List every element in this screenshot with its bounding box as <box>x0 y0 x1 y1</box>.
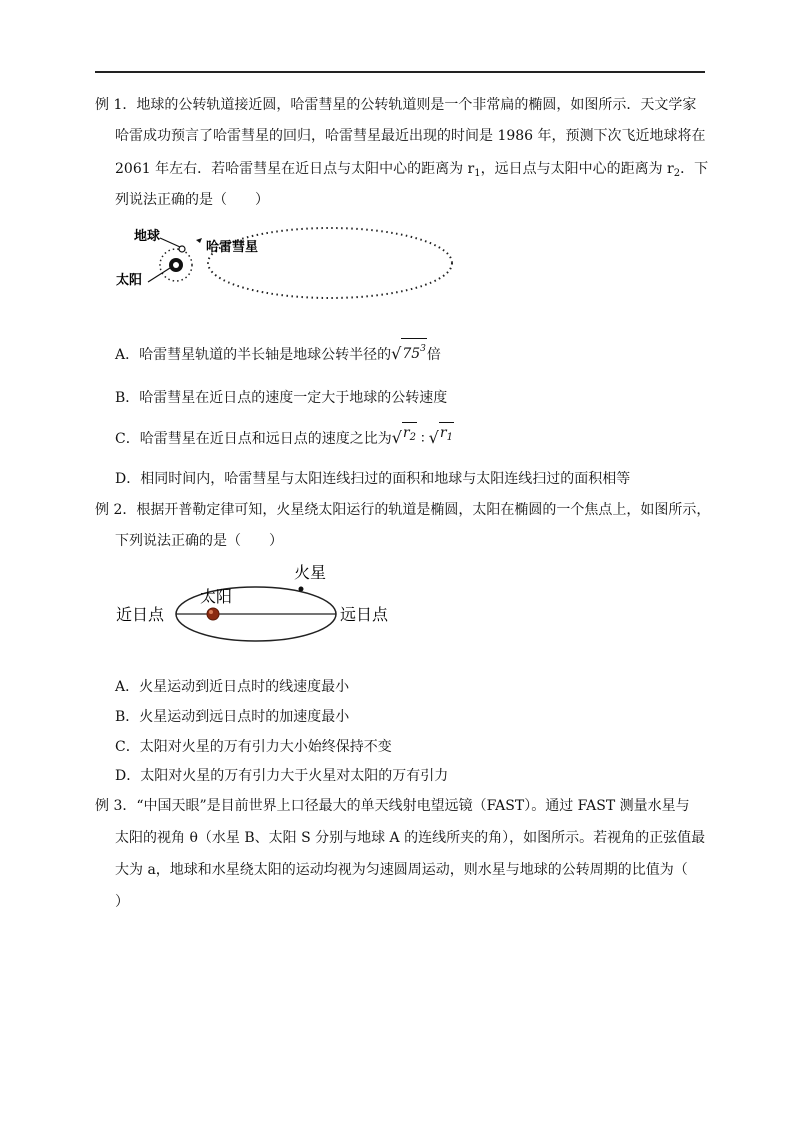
earth-pointer <box>160 238 180 247</box>
ex3-line3: 大为 a，地球和水星绕太阳的运动均视为匀速圆周运动，则水星与地球的公转周期的比值为（ <box>115 862 688 878</box>
ex1-option-b: B．哈雷彗星在近日点的速度一定大于地球的公转速度 <box>115 390 448 406</box>
ex3-line1: 例 3．“中国天眼”是目前世界上口径最大的单天线射电望远镜（FAST）。通过 FAST 测量水星与 <box>95 798 690 814</box>
label-sun: 太阳 <box>116 273 143 288</box>
ex1-line2: 哈雷成功预言了哈雷彗星的回归，哈雷彗星最近出现的时间是 1986 年，预测下次飞近地球将在 <box>115 128 706 144</box>
sun-ball <box>207 608 219 620</box>
label-sun2: 太阳 <box>200 587 233 606</box>
ex1-option-a: A．哈雷彗星轨道的半长轴是地球公转半径的 √ $75^3$ 倍 <box>115 338 441 365</box>
ex1-line3: 2061 年左右．若哈雷彗星在近日点与太阳中心的距离为 $r_1$，远日点与太阳中心的距离为 $r_2$．下 <box>115 161 709 179</box>
label-earth: 地球 <box>134 229 161 244</box>
mars-dot <box>299 587 304 592</box>
comet-marker <box>196 238 202 243</box>
ex1-line4: 列说法正确的是（ ） <box>115 192 269 208</box>
label-mars: 火星 <box>294 563 327 582</box>
ex2-option-d: D．太阳对火星的万有引力大于火星对太阳的万有引力 <box>115 768 449 784</box>
ex2-line1: 例 2．根据开普勒定律可知，火星绕太阳运行的轨道是椭圆，太阳在椭圆的一个焦点上，如图所示， <box>95 502 711 518</box>
label-perihelion: 近日点 <box>116 605 165 624</box>
sun-pointer <box>148 268 170 282</box>
ex2-option-a: A．火星运动到近日点时的线速度最小 <box>115 679 350 695</box>
halley-orbit-figure <box>110 222 470 307</box>
ex3-line4: ） <box>115 894 129 910</box>
label-comet: 哈雷彗星 <box>206 240 259 255</box>
mars-orbit-figure <box>110 556 410 656</box>
ex2-option-c: C．太阳对火星的万有引力大小始终保持不变 <box>115 739 392 755</box>
header-rule <box>95 71 705 73</box>
ex2-option-b: B．火星运动到远日点时的加速度最小 <box>115 709 350 725</box>
ex3-line2: 太阳的视角 θ（水星 B、太阳 S 分别与地球 A 的连线所夹的角），如图所示。若视角的正弦值最 <box>115 830 706 846</box>
comet-orbit <box>208 228 452 298</box>
label-aphelion: 远日点 <box>340 605 389 624</box>
ex1-option-c: C．哈雷彗星在近日点和远日点的速度之比为 √ $r_2$ ∶ √ $r_1$ <box>115 422 454 449</box>
ex2-line2: 下列说法正确的是（ ） <box>115 533 283 549</box>
ex1-line1: 例 1．地球的公转轨道接近圆，哈雷彗星的公转轨道则是一个非常扁的椭圆，如图所示．天文学家 <box>95 97 697 113</box>
ex1-option-d: D．相同时间内，哈雷彗星与太阳连线扫过的面积和地球与太阳连线扫过的面积相等 <box>115 471 631 487</box>
